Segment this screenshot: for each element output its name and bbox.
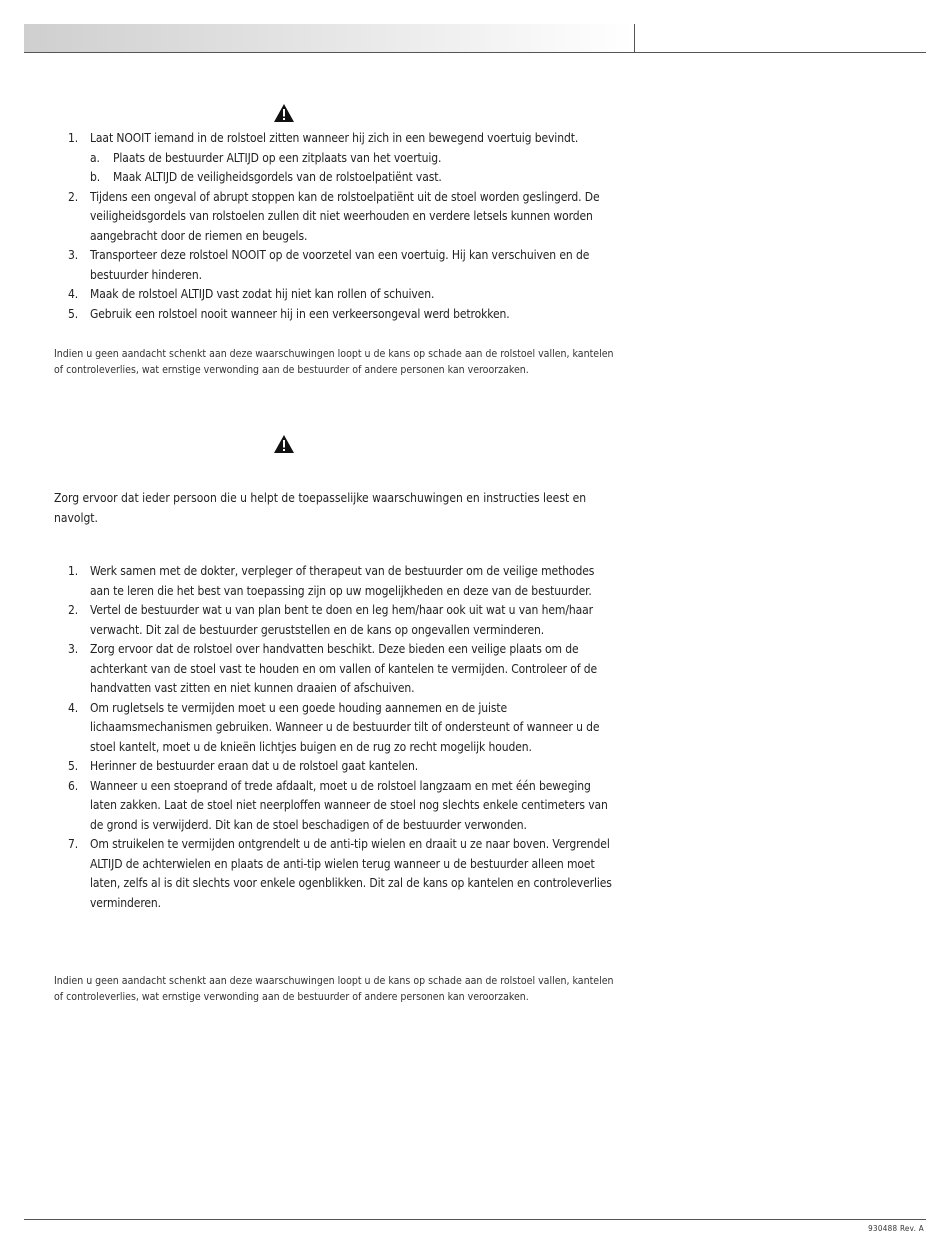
warning-list-2 bbox=[54, 562, 614, 913]
item-number: 3. bbox=[68, 248, 79, 262]
item-text: Werk samen met de dokter, verpleger of therapeut van de bestuurder om de veilige methodes aan te leren die het best van toepassing zijn op uw mogelijkheden en deze van de bestuurder. bbox=[90, 564, 595, 598]
header-bar bbox=[24, 24, 635, 52]
item-text: Gebruik een rolstoel nooit wanneer hij in een verkeersongeval werd betrokken. bbox=[90, 306, 510, 321]
list-item bbox=[54, 777, 614, 836]
item-number: 1. bbox=[68, 131, 79, 145]
warning-list-1 bbox=[54, 129, 614, 324]
header-rule bbox=[24, 52, 926, 53]
item-number: 4. bbox=[68, 287, 79, 301]
item-text: Vertel de bestuurder wat u van plan bent te doen en leg hem/haar ook uit wat u van hem/haar verwacht. Dit zal de bestuurder geruststellen en de kans op ongevallen verminderen. bbox=[90, 603, 593, 637]
item-number: 2. bbox=[68, 603, 79, 617]
item-text: Maak de rolstoel ALTIJD vast zodat hij niet kan rollen of schuiven. bbox=[90, 287, 435, 301]
list-item bbox=[54, 699, 614, 758]
list-item bbox=[54, 757, 614, 777]
sub-list bbox=[90, 149, 614, 188]
item-number: 6. bbox=[68, 778, 79, 793]
item-text: Laat NOOIT iemand in de rolstoel zitten wanneer hij zich in een bewegend voertuig bevindt. bbox=[90, 131, 579, 145]
list-item bbox=[54, 562, 614, 601]
item-number: 4. bbox=[68, 700, 79, 715]
item-text: Zorg ervoor dat de rolstoel over handvatten beschikt. Deze bieden een veilige plaats om de achterkant van de stoel vast te houden en om vallen of kantelen te vermijden. Controleer of de handvatten vast zitten en niet kunnen draaien of afschuiven. bbox=[90, 642, 598, 695]
list-item bbox=[54, 129, 614, 188]
list-item bbox=[54, 601, 614, 640]
item-number: 2. bbox=[68, 189, 79, 204]
sub-list-item bbox=[90, 168, 614, 188]
sub-item-text: Maak ALTIJD de veiligheidsgordels van de rolstoelpatiënt vast. bbox=[113, 170, 442, 184]
warning-triangle-icon bbox=[274, 104, 294, 122]
item-number: 3. bbox=[68, 642, 79, 656]
item-number: 1. bbox=[68, 564, 79, 578]
item-text: Transporteer deze rolstoel NOOIT op de voorzetel van een voertuig. Hij kan verschuiven en de bestuurder hinderen. bbox=[90, 248, 590, 282]
footer-rule bbox=[24, 1219, 926, 1220]
item-number: 5. bbox=[68, 759, 79, 773]
list-item bbox=[54, 305, 614, 325]
item-text: Wanneer u een stoeprand of trede afdaalt, moet u de rolstoel langzaam en met één beweging laten zakken. Laat de stoel niet neerploffen wanneer de stoel nog slechts enkele centimeters van de grond is verwijderd. Dit kan de stoel beschadigen of de bestuurder verwonden. bbox=[90, 778, 608, 832]
sub-list-item bbox=[90, 149, 614, 169]
item-text: Om struikelen te vermijden ontgrendelt u de anti-tip wielen en draait u ze naar boven. Vergrendel ALTIJD de achterwielen en plaats de anti-tip wielen terug wanneer u de bestuurder alleen moet laten, zelfs al is dit slechts voor enkele ogenblikken. Dit zal de kans op kantelen en controleverlies verminderen. bbox=[90, 837, 612, 910]
list-item bbox=[54, 188, 614, 247]
sub-item-text: Plaats de bestuurder ALTIJD op een zitplaats van het voertuig. bbox=[113, 150, 442, 165]
item-number: 7. bbox=[68, 837, 79, 851]
sub-item-letter: b. bbox=[90, 170, 101, 184]
list-item bbox=[54, 285, 614, 305]
header-divider-tick bbox=[634, 24, 635, 53]
item-text: Om rugletsels te vermijden moet u een goede houding aannemen en de juiste lichaamsmechanismen gebruiken. Wanneer u de bestuurder tilt of ondersteunt of wanneer u de stoel kantelt, moet u de knieën lichtjes buigen en de rug zo recht mogelijk houden. bbox=[90, 700, 600, 754]
warning-triangle-icon bbox=[274, 435, 294, 453]
warning-note-2: Indien u geen aandacht schenkt aan deze waarschuwingen loopt u de kans op schade aan de rolstoel vallen, kantelen of controleverlies, wat ernstige verwonding aan de bestuurder of andere personen kan veroorzaken. bbox=[54, 975, 614, 1003]
sub-item-letter: a. bbox=[90, 150, 100, 165]
list-item bbox=[54, 246, 614, 285]
document-revision-code: 930488 Rev. A bbox=[868, 1224, 924, 1233]
warning-note-1: Indien u geen aandacht schenkt aan deze waarschuwingen loopt u de kans op schade aan de rolstoel vallen, kantelen of controleverlies, wat ernstige verwonding aan de bestuurder of andere personen kan veroorzaken. bbox=[54, 348, 614, 376]
item-text: Herinner de bestuurder eraan dat u de rolstoel gaat kantelen. bbox=[90, 759, 419, 773]
intro-paragraph: Zorg ervoor dat ieder persoon die u helpt de toepasselijke waarschuwingen en instructies leest en navolgt. bbox=[54, 491, 587, 525]
item-number: 5. bbox=[68, 306, 79, 321]
item-text: Tijdens een ongeval of abrupt stoppen kan de rolstoelpatiënt uit de stoel worden geslingerd. De veiligheidsgordels van rolstoelen zullen dit niet weerhouden en verdere letsels kunnen worden aangebracht door de riemen en beugels. bbox=[90, 189, 600, 243]
list-item bbox=[54, 640, 614, 699]
list-item bbox=[54, 835, 614, 913]
